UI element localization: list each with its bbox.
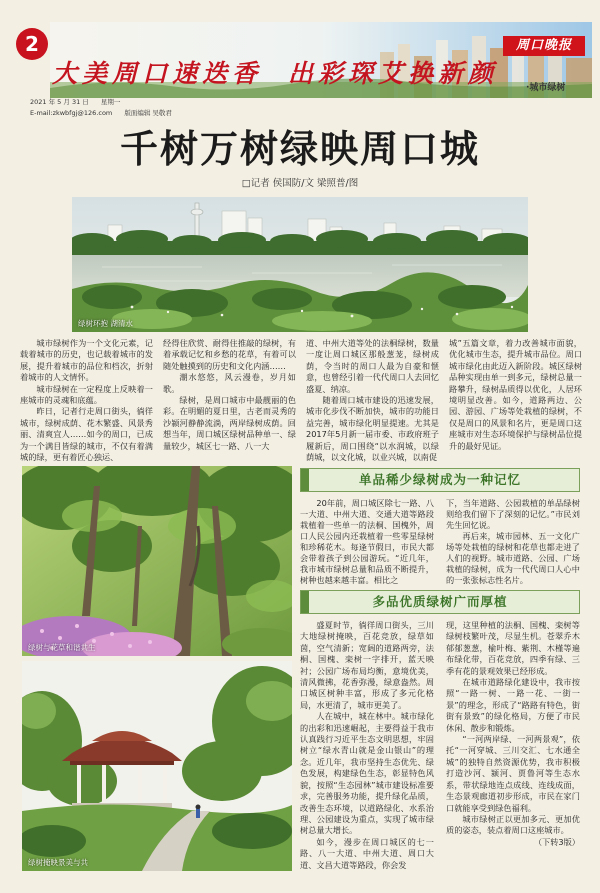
intro-column-4 (449, 338, 582, 464)
section-heading-2 (300, 590, 580, 614)
paragraph: 盛夏时节，徜徉周口街头，三川大地绿树掩映，百花竞放，绿草如茵，空气清新；宽阔的道路两旁，法桐、国槐、栾树一字排开，蓝天映衬；公园广场布局均衡，意境优美，清风微拂，花香弥漫，绿意盎然。周口城区树种丰富，形成了多元化格局，水更清了，城市更美了。 (300, 620, 434, 710)
photo-caption: 绿树环抱 湖清水 (78, 319, 133, 328)
column-name: ·城市绿树 (526, 83, 566, 93)
photo-pavilion (22, 661, 292, 871)
lake-scene-image (72, 197, 528, 332)
series-slogan-left: 大美周口速迭香 (52, 59, 263, 88)
page-number-badge: 2 (16, 28, 48, 60)
paragraph: 经得住欣赏、耐得住推敲的绿树，有着承载记忆和乡愁的花草，有着可以随处触摸到的历史和文化内涵…… (163, 338, 296, 371)
paragraph: 再后来，城市园林、五一文化广场等处栽植的绿树和花草也都走进了人们的视野。城市道路、公园、广场栽植的绿树，成为一代代周口人心中的一张张标志性名片。 (446, 531, 580, 585)
paragraph: 随着周口城市建设的迅速发展，城市化步伐不断加快，城市的功能日益完善，城市绿化明显提速。尤其是2017年5月新一届市委、市政府班子履新后，周口围绕“以水润城，以绿荫城，以文化城，以业兴城，以南促 (306, 395, 439, 463)
paragraph: 城市绿树在一定程度上反映着一座城市的灵魂和底蕴。 (20, 383, 153, 406)
series-slogan-right: 出彩琛艾换新颜 (288, 59, 499, 88)
paragraph: 道、中州大道等处的法桐绿树，数量一度让周口城区那般葱茏，绿树成荫，令当时的周口人最为自豪和惬意，也曾经引着一代代周口人去回忆盛夏、纳凉。 (306, 338, 439, 394)
section-heading-text: 多品优质绿树广而厚植 (372, 594, 508, 609)
paragraph: 20年前，周口城区除七一路、八一大道、中州大道、交通大道等路段栽植着一些单一的法桐、国槐外，周口人民公园内还栽植着一些零星绿树和珍稀花木。每逢节假日，市民大都会带着孩子到公园游玩。“近几年，我市城市绿树总量和品质不断提升，树种也越来越丰富。相比之 (300, 498, 434, 585)
contact-email: E-mail:zkwbfgj@126.com (30, 109, 113, 117)
paragraph: 人在城中，城在林中。城市绿化的出彩和迅速崛起，主要得益于我市认真践行习近平生态文明思想，牢固树立“绿水青山就是金山银山”的理念。近几年，我市坚持生态优先、绿色发展，构建绿色生态，彰显特色风貌，按照“生态园林”城市建设标准要求，完善服务功能，提升绿化品质，改善生态环境，以道路绿化、水系治理、公园建设为重点，实现了城市绿树总量大增长。 (300, 711, 434, 836)
page-headline: 千树万树绿映周口城 (119, 127, 480, 171)
photo-caption: 绿树与花草和谐共生 (28, 643, 96, 652)
paragraph: 下，当年道路、公园栽植的单品绿树则给我们留下了深刻的记忆。”市民刘先生回忆说。 (446, 498, 580, 530)
section-heading-1 (300, 468, 580, 492)
intro-column-3 (306, 338, 439, 464)
paragraph: 在城市道路绿化建设中，我市按照“一路一树、一路一花、一街一景”的理念，形成了“路路有特色，街街有景致”的绿化格局，方便了市民休闲、散步和锻炼。 (446, 677, 580, 733)
dateline-date-row (30, 98, 130, 107)
paragraph: 城”五篇文章，着力改善城市面貌，优化城市生态，提升城市品位。周口城市绿化由此迈入新阶段。城区绿树品种实现由单一到多元，绿树总量一路攀升，绿树品质得以优化，人居环境明显改善。如今，道路两边、公园、游园、广场等处栽植的绿树，不仅是周口的风景和名片，更是周口这座城市对生态环境保护与绿树品位提升的最好见证。 (449, 338, 582, 451)
paragraph: 潮水悠悠，风云漫卷，岁月如歌。 (163, 372, 296, 394)
paragraph: 城市绿树正以更加多元、更加优质的姿态，装点着周口这座城市。 (446, 813, 580, 836)
paragraph: 如今，漫步在周口城区的七一路、八一大道、中州大道、周口大道、文昌大道等路段，你会发 (300, 836, 434, 870)
section1-column-2 (446, 498, 580, 587)
paragraph: 昨日，记者行走周口街头，徜徉城市，绿树成荫、花木繁盛、风景秀丽、清爽宜人……如今的周口，已成为一个满目皆绿的城市，不仅有着满城的绿，更有着匠心独运、 (20, 406, 153, 463)
paragraph: 现，这里种植的法桐、国槐、栾树等绿树枝繁叶茂，尽显生机。苍翠乔木郁郁葱葱，榆叶梅、紫荆、木槿等遍布绿化带，百花竞放，四季有绿、三季有花的景观效果已经形成。 (446, 620, 580, 676)
issue-date: 2021 年 5 月 31 日 (30, 98, 89, 106)
intro-column-1 (20, 338, 153, 464)
photo-caption: 绿树掩映景美与共 (28, 858, 88, 867)
paragraph: 绿树，是周口城市中最靓丽的色彩。在明媚的夏日里，古老而灵秀的沙颍河静静流淌，两岸绿树成荫。回想当年，周口城区绿树品种单一、绿量较少，城区七一路、八一大 (163, 395, 296, 451)
page-editor: 版面编辑 吴敬君 (124, 109, 172, 117)
paragraph: “一河两岸绿、一河两景观”，依托“一河穿城、三川交汇、七水通全城”的独特自然资源优势，我市积极打造沙河、颍河、贾鲁河等生态水系，带状绿地连点成线、连线成面，生态景观廊道初步形成，市民在家门口就能享受到绿色福利。 (446, 734, 580, 813)
byline: □记者 侯国防/文 梁照普/图 (241, 178, 359, 189)
person (196, 805, 201, 819)
trees-flowers-image (22, 466, 292, 656)
pavilion-scene-image (22, 661, 292, 871)
section2-column-1 (300, 620, 434, 872)
paragraph: 城市绿树作为一个文化元素，记载着城市的历史，也记载着城市的发展，提升着城市的品位和档次，折射着城市的人文情怀。 (20, 338, 153, 383)
continued-on-page-3: （下转3版） (533, 836, 580, 847)
section-heading-text: 单品稀少绿树成为一种记忆 (358, 472, 521, 487)
intro-column-2 (163, 338, 296, 464)
section2-column-2 (446, 620, 580, 872)
dateline-contact-row (30, 109, 182, 118)
photo-lake (72, 197, 528, 332)
photo-trees-flowers (22, 466, 292, 656)
newspaper-logo: 周口晚报 (503, 36, 585, 56)
issue-weekday: 星期一 (100, 98, 121, 106)
section1-column-1 (300, 498, 434, 587)
